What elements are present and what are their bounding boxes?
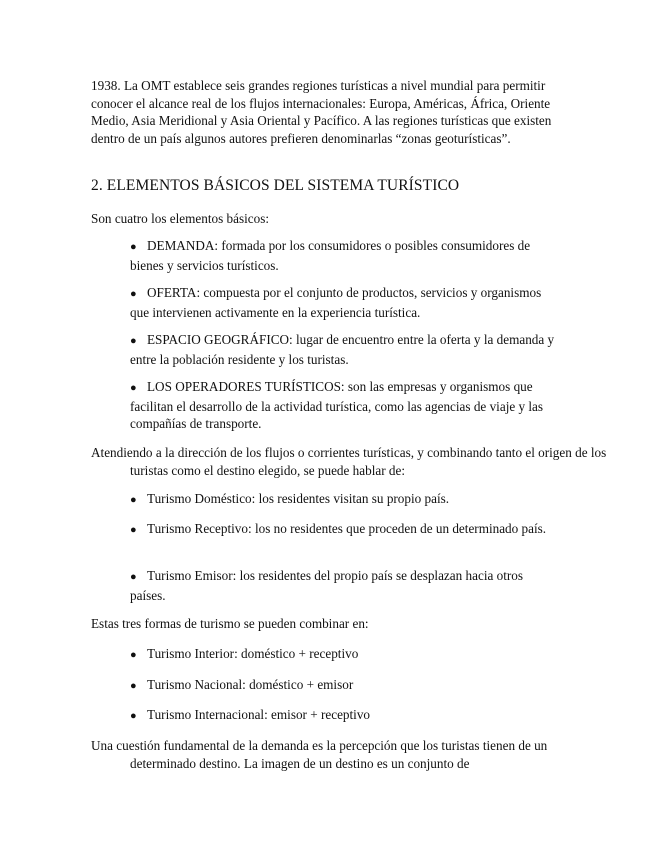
bullet-icon: ●: [130, 524, 137, 536]
combination-intro: Estas tres formas de turismo se pueden combinar en:: [91, 616, 369, 631]
list-item-interior: ● Turismo Interior: doméstico + receptivo: [130, 645, 560, 665]
list-item-receptivo: ● Turismo Receptivo: los no residentes que proceden de un determinado país.: [130, 520, 560, 540]
bullet-icon: ●: [130, 680, 137, 692]
list-item-internacional: ● Turismo Internacional: emisor + receptivo: [130, 706, 560, 726]
list-item-nacional: ● Turismo Nacional: doméstico + emisor: [130, 676, 560, 696]
list-item-operadores: ● LOS OPERADORES TURÍSTICOS: son las empresas y organismos que facilitan el desarrollo de la actividad turística, como las agencias de viaje y las compañías de transporte.: [130, 379, 544, 431]
list-item-domestico: ● Turismo Doméstico: los residentes visitan su propio país.: [130, 490, 560, 510]
bullet-icon: ●: [130, 710, 137, 722]
section-heading: 2. ELEMENTOS BÁSICOS DEL SISTEMA TURÍSTICO: [91, 177, 460, 194]
direction-paragraph: Atendiendo a la dirección de los flujos o corrientes turísticas, y combinando tanto el origen de los turistas como el destino elegido, se puede hablar de:: [91, 445, 607, 478]
list-item-espacio: ● ESPACIO GEOGRÁFICO: lugar de encuentro entre la oferta y la demanda y entre la población residente y los turistas.: [130, 332, 555, 367]
closing-paragraph: Una cuestión fundamental de la demanda es la percepción que los turistas tienen de un determinado destino. La imagen de un destino es un conjunto de: [91, 738, 548, 771]
bullet-icon: ●: [130, 382, 137, 394]
list-item-oferta: ● OFERTA: compuesta por el conjunto de productos, servicios y organismos que intervienen activamente en la experiencia turística.: [130, 285, 542, 320]
list-item-demanda: ● DEMANDA: formada por los consumidores o posibles consumidores de bienes y servicios turísticos.: [130, 238, 531, 273]
list-item-emisor: ● Turismo Emisor: los residentes del propio país se desplazan hacia otros países.: [130, 568, 524, 603]
bullet-icon: ●: [130, 241, 137, 253]
bullet-icon: ●: [130, 288, 137, 300]
bullet-icon: ●: [130, 335, 137, 347]
intro-paragraph: 1938. La OMT establece seis grandes regiones turísticas a nivel mundial para permitir conocer el alcance real de los flujos internacionales: Europa, Américas, África, Oriente Medio, Asia Meridional y Asia Oriental y Pacífico. A las regiones turísticas que existen dentro de un país algunos autores prefieren denominarlas “zonas geoturísticas”.: [91, 78, 552, 146]
bullet-icon: ●: [130, 494, 137, 506]
bullet-icon: ●: [130, 649, 137, 661]
elements-intro: Son cuatro los elementos básicos:: [91, 211, 269, 226]
bullet-icon: ●: [130, 571, 137, 583]
